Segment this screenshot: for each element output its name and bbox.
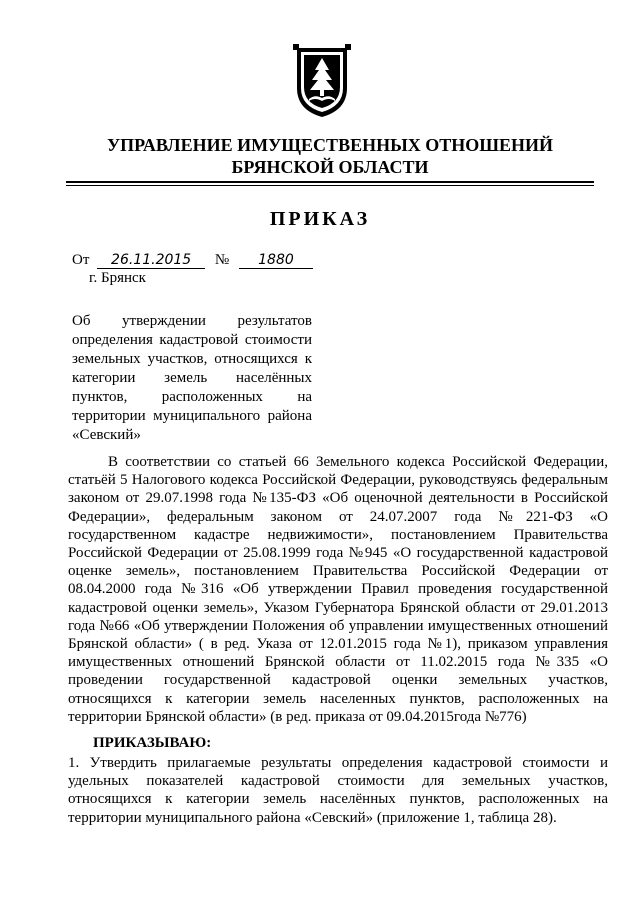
header-divider-thick [66, 181, 594, 183]
header-divider-thin [66, 185, 594, 186]
organization-name-line2: БРЯНСКОЙ ОБЛАСТИ [231, 157, 429, 177]
preamble-paragraph: В соответствии со статьей 66 Земельного кодекса Российской Федерации, статьёй 5 Налогового кодекса Российской Федерации, руководствуясь федеральным законом от 29.07.1998 года №135-ФЗ «Об оценочной деятельности в Российской Федерации», федеральным законом от 24.07.2007 года №221-ФЗ «О государственном кадастре недвижимости», постановлением Правительства Российской Федерации от 25.08.1999 года №945 «О государственной кадастровой оценке земель», постановлением Правительства Российской Федерации от 08.04.2000 года №316 «Об утверждении Правил проведения государственной кадастровой оценки земель», Указом Губернатора Брянской области от 29.01.2013 года №66 «Об утверждении Положения об управлении имущественных отношений Брянской области» ( в ред. Указа от 12.01.2015 года №1), приказом управления имущественных отношений Брянской области от 11.02.2015 года №335 «О проведении государственной кадастровой оценки земельных участков, относящихся к категории земель населенных пунктов, расположенных на территории Брянской области» (в ред. приказа от 09.04.2015года №776) [68, 454, 608, 725]
number-value: 1880 [239, 252, 313, 269]
order-subject: Об утверждении результатов определения кадастровой стоимости земельных участков, относящихся к категории земель населённых пунктов, расположенных на территории муниципального района «Севский» [72, 313, 312, 443]
organization-name [60, 134, 600, 178]
number-label: № [214, 252, 230, 268]
city-name: г. Брянск [89, 270, 146, 286]
date-number-line [72, 252, 313, 269]
document-title: ПРИКАЗ [269, 208, 371, 230]
date-value: 26.11.2015 [97, 252, 205, 269]
date-label: От [72, 252, 90, 268]
organization-name-line1: УПРАВЛЕНИЕ ИМУЩЕСТВЕННЫХ ОТНОШЕНИЙ [106, 135, 554, 155]
order-heading: ПРИКАЗЫВАЮ: [93, 735, 212, 751]
bryansk-coat-of-arms-icon [291, 42, 353, 120]
order-item-1: 1. Утвердить прилагаемые результаты определения кадастровой стоимости и удельных показателей кадастровой стоимости для земельных участков, относящихся к категории земель населённых пунктов, расположенных на территории муниципального района «Севский» (приложение 1, таблица 28). [68, 755, 608, 826]
